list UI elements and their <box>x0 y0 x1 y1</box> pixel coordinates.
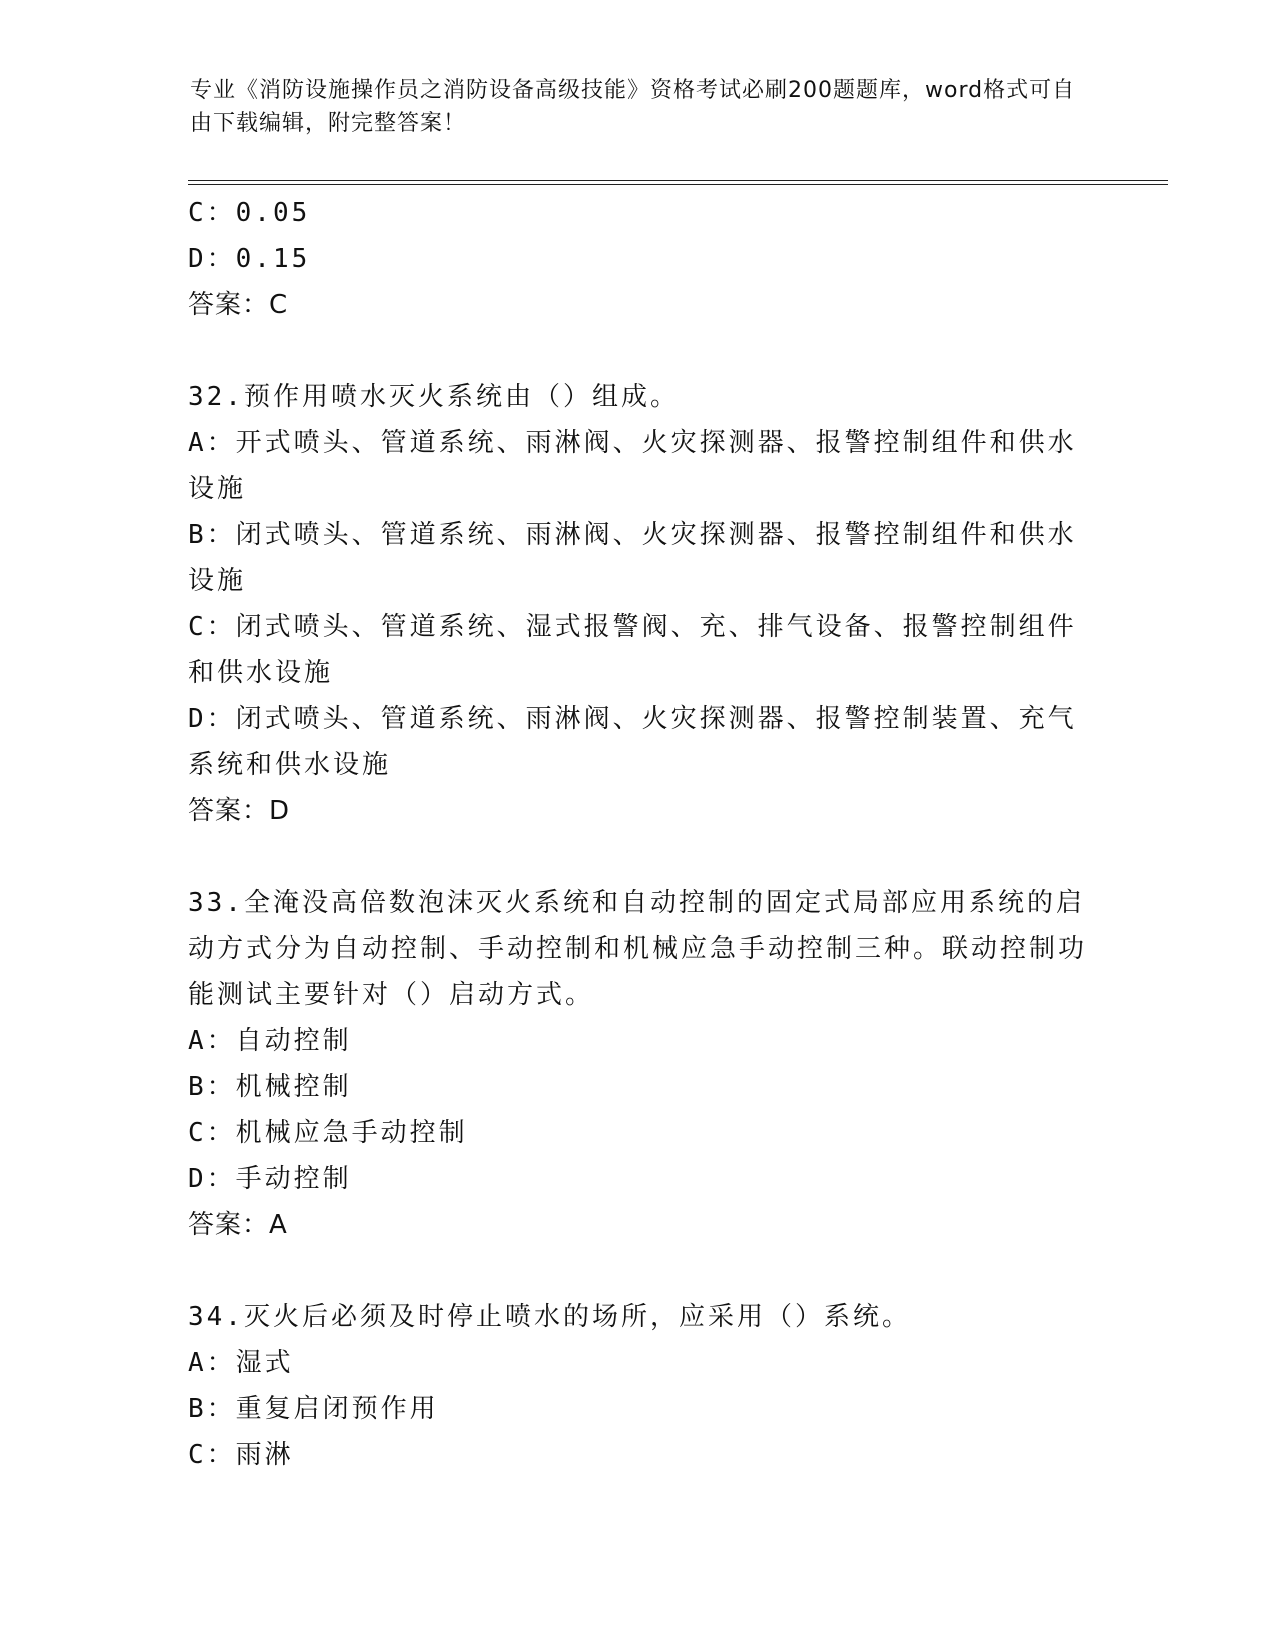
spacer <box>188 328 1088 374</box>
question-33 <box>188 880 1088 1248</box>
option-c: C：机械应急手动控制 <box>188 1118 468 1148</box>
answer-line: 答案：D <box>188 796 291 826</box>
option-d: D：闭式喷头、管道系统、雨淋阀、火灾探测器、报警控制装置、充气系统和供水设施 <box>188 704 1077 780</box>
option-d: D：手动控制 <box>188 1164 352 1194</box>
question-stem: 34.灭火后必须及时停止喷水的场所，应采用（）系统。 <box>188 1302 911 1332</box>
question-body <box>188 190 1088 1478</box>
question-32 <box>188 374 1088 834</box>
question-stem: 33.全淹没高倍数泡沫灭火系统和自动控制的固定式局部应用系统的启动方式分为自动控制、手动控制和机械应急手动控制三种。联动控制功能测试主要针对（）启动方式。 <box>188 888 1088 1010</box>
answer-line: 答案：A <box>188 1210 288 1240</box>
option-a: A：自动控制 <box>188 1026 352 1056</box>
option-b: B：机械控制 <box>188 1072 352 1102</box>
option-c: C：雨淋 <box>188 1440 294 1470</box>
question-31-tail <box>188 190 1088 328</box>
page-header <box>190 74 1090 140</box>
option-a: A：湿式 <box>188 1348 294 1378</box>
header-rule-top <box>188 180 1168 181</box>
question-34 <box>188 1294 1088 1478</box>
option-d: D：0.15 <box>188 244 311 274</box>
question-stem: 32.预作用喷水灭火系统由（）组成。 <box>188 382 679 412</box>
option-b: B：闭式喷头、管道系统、雨淋阀、火灾探测器、报警控制组件和供水设施 <box>188 520 1077 596</box>
header-rule-bottom <box>188 184 1168 185</box>
spacer <box>188 834 1088 880</box>
option-c: C：闭式喷头、管道系统、湿式报警阀、充、排气设备、报警控制组件和供水设施 <box>188 612 1077 688</box>
spacer <box>188 1248 1088 1294</box>
option-c: C：0.05 <box>188 198 311 228</box>
option-b: B：重复启闭预作用 <box>188 1394 439 1424</box>
header-text: 专业《消防设施操作员之消防设备高级技能》资格考试必刷200题题库，word格式可自由下载编辑，附完整答案！ <box>190 78 1076 136</box>
option-a: A：开式喷头、管道系统、雨淋阀、火灾探测器、报警控制组件和供水设施 <box>188 428 1077 504</box>
answer-line: 答案：C <box>188 290 289 320</box>
